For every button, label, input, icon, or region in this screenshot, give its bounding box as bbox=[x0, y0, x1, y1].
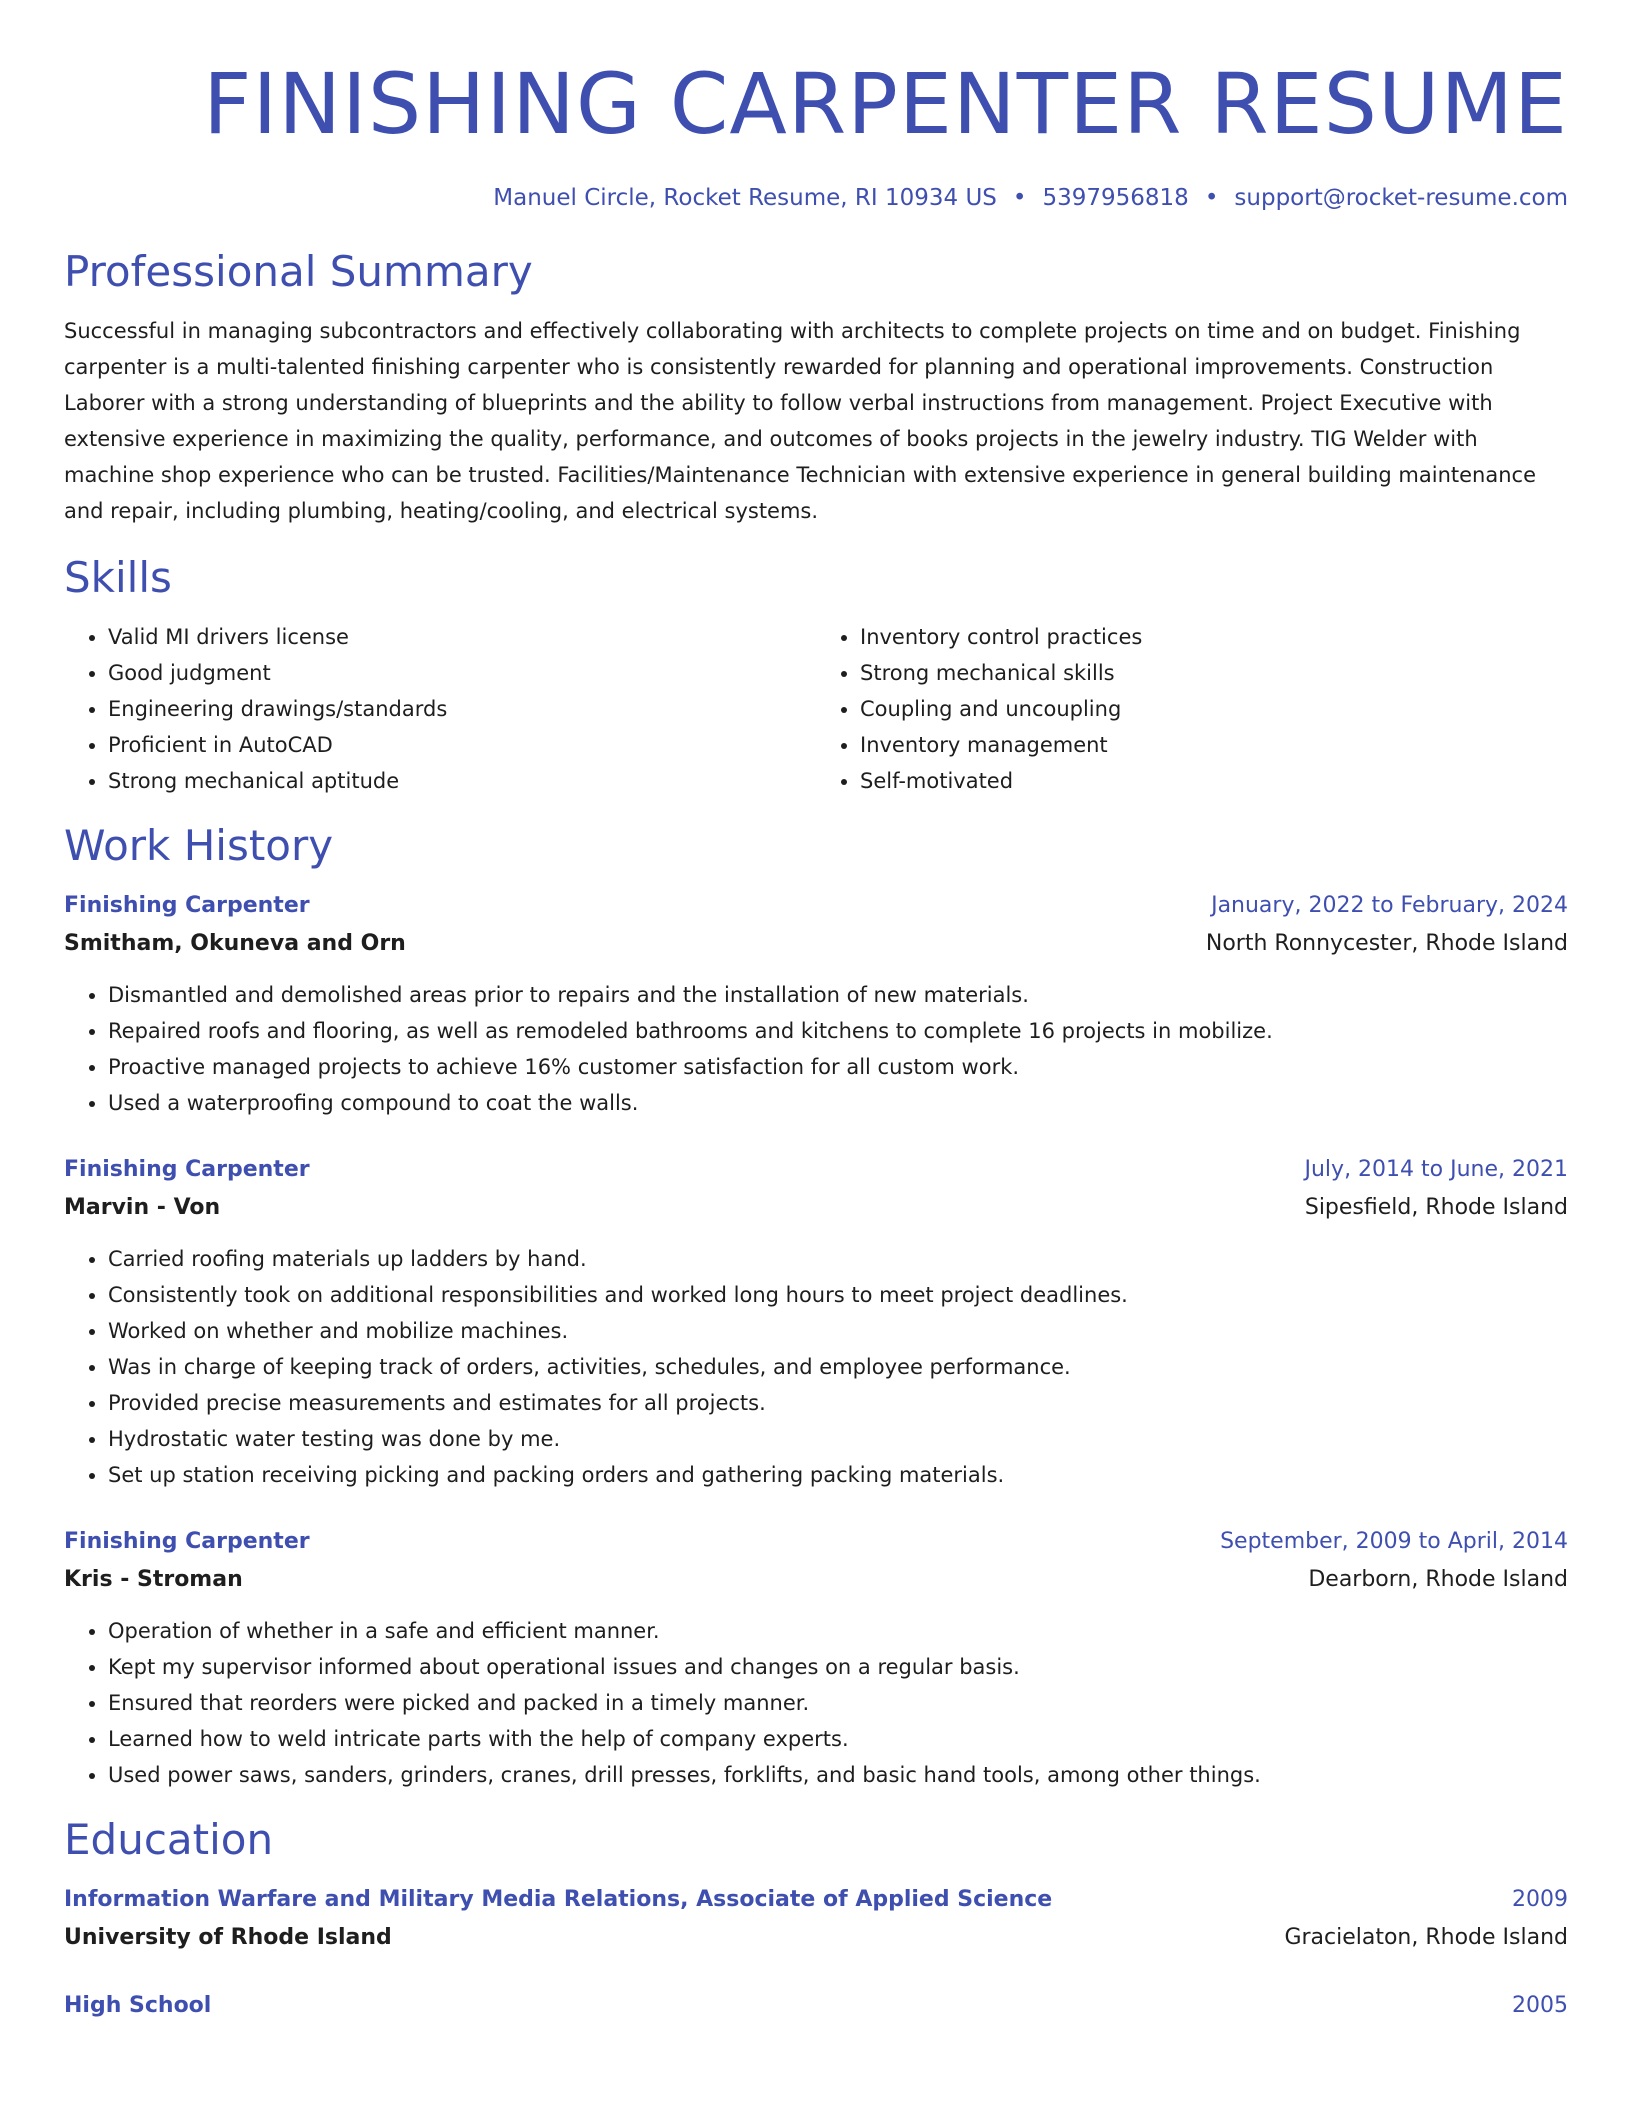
skill-item: • Coupling and uncoupling bbox=[860, 691, 1568, 727]
job-duty: • Dismantled and demolished areas prior to repairs and the installation of new materials. bbox=[108, 977, 1568, 1013]
education-degree: High School bbox=[64, 1993, 212, 2018]
job-header bbox=[64, 1151, 1568, 1189]
work-heading: Work History bbox=[64, 821, 334, 870]
job-duty: • Proactive managed projects to achieve 16% customer satisfaction for all custom work. bbox=[108, 1049, 1568, 1085]
job-dates: September, 2009 to April, 2014 bbox=[1220, 1529, 1568, 1554]
job-duty: • Hydrostatic water testing was done by me. bbox=[108, 1421, 1568, 1457]
skill-item: • Proficient in AutoCAD bbox=[108, 727, 816, 763]
summary-text: Successful in managing subcontractors and effectively collaborating with architects to complete projects on time and on budget. Finishing carpenter is a multi-talented finishing carpenter who is consistently rewarded for planning and operational improvements. Construction Laborer with a strong understanding of blueprints and the ability to follow verbal instructions from management. Project Executive with extensive experience in maximizing the quality, performance, and outcomes of books projects in the jewelry industry. TIG Welder with machine shop experience who can be trusted. Facilities/Maintenance Technician with extensive experience in general building maintenance and repair, including plumbing, heating/cooling, and electrical systems. bbox=[64, 319, 1536, 523]
job-duty: • Used power saws, sanders, grinders, cranes, drill presses, forklifts, and basic hand tools, among other things. bbox=[108, 1757, 1568, 1793]
job-company: Marvin - Von bbox=[64, 1195, 221, 1220]
skill-item: • Inventory management bbox=[860, 727, 1568, 763]
job-duty: • Provided precise measurements and estimates for all projects. bbox=[108, 1385, 1568, 1421]
job-subheader bbox=[64, 1189, 1568, 1227]
education-heading: Education bbox=[64, 1815, 274, 1864]
job-title: Finishing Carpenter bbox=[64, 1529, 310, 1554]
skill-item: • Strong mechanical aptitude bbox=[108, 763, 816, 799]
education-entry bbox=[64, 1987, 1568, 2025]
job-duty: • Learned how to weld intricate parts with the help of company experts. bbox=[108, 1721, 1568, 1757]
education-header bbox=[64, 1881, 1568, 1919]
job-duties bbox=[64, 977, 1568, 1121]
job-dates: July, 2014 to June, 2021 bbox=[1304, 1157, 1568, 1182]
job-duty: • Carried roofing materials up ladders by hand. bbox=[108, 1241, 1568, 1277]
job-title: Finishing Carpenter bbox=[64, 1157, 310, 1182]
education-header bbox=[64, 1987, 1568, 2025]
skills-list-right bbox=[816, 619, 1568, 799]
education-degree: Information Warfare and Military Media Relations, Associate of Applied Science bbox=[64, 1887, 1053, 1912]
job-header bbox=[64, 887, 1568, 925]
education-school: University of Rhode Island bbox=[64, 1925, 392, 1950]
job-duty: • Operation of whether in a safe and efficient manner. bbox=[108, 1613, 1568, 1649]
job-duty: • Worked on whether and mobilize machines. bbox=[108, 1313, 1568, 1349]
job-duty: • Was in charge of keeping track of orders, activities, schedules, and employee performance. bbox=[108, 1349, 1568, 1385]
job-header bbox=[64, 1523, 1568, 1561]
job-location: Dearborn, Rhode Island bbox=[1308, 1567, 1568, 1592]
job-location: North Ronnycester, Rhode Island bbox=[1205, 931, 1568, 956]
education-location: Gracielaton, Rhode Island bbox=[1284, 1925, 1568, 1950]
job-title: Finishing Carpenter bbox=[64, 893, 310, 918]
job-duty: • Ensured that reorders were picked and packed in a timely manner. bbox=[108, 1685, 1568, 1721]
job-duty: • Kept my supervisor informed about operational issues and changes on a regular basis. bbox=[108, 1649, 1568, 1685]
job-subheader bbox=[64, 1561, 1568, 1599]
skill-item: • Good judgment bbox=[108, 655, 816, 691]
job-company: Smitham, Okuneva and Orn bbox=[64, 931, 406, 956]
skill-item: • Inventory control practices bbox=[860, 619, 1568, 655]
job-duty: • Consistently took on additional responsibilities and worked long hours to meet project deadlines. bbox=[108, 1277, 1568, 1313]
job-duty: • Used a waterproofing compound to coat the walls. bbox=[108, 1085, 1568, 1121]
skills-heading: Skills bbox=[64, 553, 172, 602]
education-year: 2009 bbox=[1512, 1887, 1568, 1912]
contact-line bbox=[64, 182, 1568, 214]
contact-phone: 5397956818 bbox=[1042, 185, 1189, 211]
job-duty: • Set up station receiving picking and packing orders and gathering packing materials. bbox=[108, 1457, 1568, 1493]
job-entry bbox=[64, 1523, 1568, 1793]
job-entry bbox=[64, 887, 1568, 1121]
skill-item: • Engineering drawings/standards bbox=[108, 691, 816, 727]
skills-list-left bbox=[64, 619, 816, 799]
job-location: Sipesfield, Rhode Island bbox=[1304, 1195, 1568, 1220]
contact-email[interactable]: support@rocket-resume.com bbox=[1234, 185, 1568, 211]
contact-separator: • bbox=[1204, 185, 1219, 211]
skill-item: • Strong mechanical skills bbox=[860, 655, 1568, 691]
job-entry bbox=[64, 1151, 1568, 1493]
skill-item: • Self-motivated bbox=[860, 763, 1568, 799]
education-year: 2005 bbox=[1512, 1993, 1568, 2018]
job-duties bbox=[64, 1613, 1568, 1793]
education-subheader bbox=[64, 1919, 1568, 1957]
summary-heading: Professional Summary bbox=[64, 247, 533, 296]
job-dates: January, 2022 to February, 2024 bbox=[1211, 893, 1568, 918]
job-duty: • Repaired roofs and flooring, as well as remodeled bathrooms and kitchens to complete 16 projects in mobilize. bbox=[108, 1013, 1568, 1049]
education-entry bbox=[64, 1881, 1568, 1957]
job-company: Kris - Stroman bbox=[64, 1567, 243, 1592]
resume-title: FINISHING CARPENTER RESUME bbox=[203, 55, 1568, 153]
job-subheader bbox=[64, 925, 1568, 963]
skill-item: • Valid MI drivers license bbox=[108, 619, 816, 655]
contact-separator: • bbox=[1012, 185, 1027, 211]
job-duties bbox=[64, 1241, 1568, 1493]
contact-address: Manuel Circle, Rocket Resume, RI 10934 US bbox=[493, 185, 997, 211]
skills-grid bbox=[64, 619, 1568, 799]
